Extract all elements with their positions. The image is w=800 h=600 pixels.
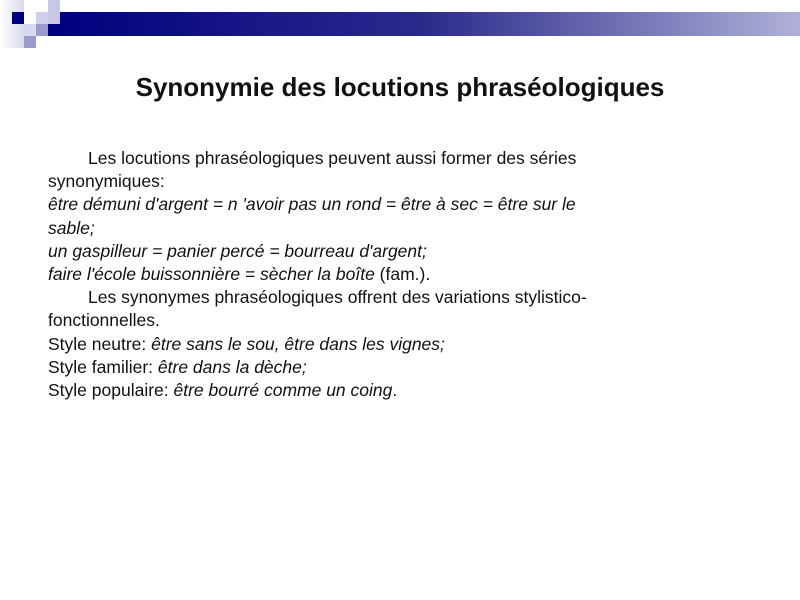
decor-square (0, 0, 24, 48)
slide-title: Synonymie des locutions phraséologiques (135, 72, 665, 102)
slide-body (48, 147, 788, 402)
text-line (48, 147, 788, 170)
example-text: être bourré comme un coing (173, 380, 393, 401)
example-text: être sans le sou, être dans les vignes; (151, 333, 445, 354)
text-line (48, 309, 788, 332)
decor-square (36, 24, 48, 36)
text-line (48, 286, 788, 309)
text-line (48, 240, 788, 263)
example-text: être dans la dèche; (157, 356, 307, 377)
decor-square (48, 0, 60, 24)
header-bar (48, 12, 800, 36)
plain-text: Style familier: (48, 356, 158, 377)
example-text: faire l'école buissonnière = sècher la boîte (48, 264, 375, 285)
text-line (48, 193, 788, 216)
text-line (48, 263, 788, 286)
plain-text: Les synonymes phraséologiques offrent des variations stylistico- (88, 287, 587, 308)
plain-text: Style neutre: (48, 333, 152, 354)
text-line (48, 217, 788, 240)
text-line (48, 170, 788, 193)
example-text: un gaspilleur = panier percé = bourreau d'argent; (48, 240, 427, 261)
example-text: être démuni d'argent = n 'avoir pas un rond = être à sec = être sur le (48, 194, 576, 215)
plain-text: fonctionnelles. (48, 310, 160, 331)
plain-text: Style populaire: (48, 380, 174, 401)
example-text: sable; (48, 217, 95, 238)
text-line (48, 379, 788, 402)
plain-text: synonymiques: (48, 171, 165, 192)
decor-square (24, 36, 36, 48)
plain-text: Les locutions phraséologiques peuvent aussi former des séries (88, 148, 577, 168)
decor-square (36, 12, 48, 24)
text-line (48, 356, 788, 379)
plain-text: (fam.). (374, 264, 431, 285)
text-line (48, 333, 788, 356)
decor-square (12, 12, 24, 24)
plain-text: . (392, 380, 398, 401)
decor-square (24, 24, 36, 36)
